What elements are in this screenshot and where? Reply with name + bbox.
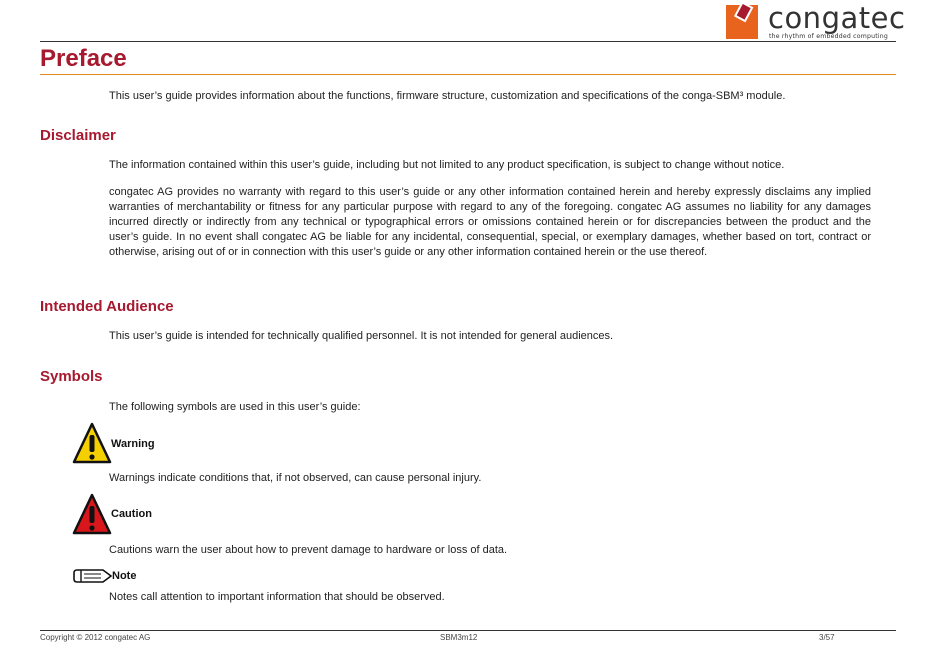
footer-doc-id: SBM3m12 [440,633,478,642]
warning-icon [72,422,112,464]
page-title: Preface [40,45,127,72]
logo-tagline: the rhythm of embedded computing [769,33,888,40]
audience-heading: Intended Audience [40,298,174,315]
caution-text: Cautions warn the user about how to prevent damage to hardware or loss of data. [109,544,508,556]
symbols-intro: The following symbols are used in this user’s guide: [109,401,361,413]
footer-copyright: Copyright © 2012 congatec AG [40,633,151,642]
congatec-logo [725,1,906,42]
logo-wordmark: congatec [768,1,906,35]
header-rule [40,41,896,42]
disclaimer-heading: Disclaimer [40,127,116,144]
symbols-heading: Symbols [40,368,103,385]
caution-label: Caution [111,508,152,520]
warning-text: Warnings indicate conditions that, if not observed, can cause personal injury. [109,472,482,484]
disclaimer-paragraph-2: congatec AG provides no warranty with regard to this user’s guide or any other information contained herein and hereby expressly disclaims any implied warranties of merchantability or fitness for any particular purpose with regard to any of the foregoing. congatec AG assumes no liability for any damages incurred directly or indirectly from any technical or typographical errors or omissions contained herein or for discrepancies between the product and the user’s guide. In no event shall congatec AG be liable for any incidental, consequential, special, or exemplary damages, whether based on tort, contract or otherwise, arising out of or in connection with this user’s guide or any other information contained herein or the use thereof. [109,186,871,258]
audience-paragraph: This user’s guide is intended for technically qualified personnel. It is not intended for general audiences. [109,330,614,342]
note-pencil-icon [73,567,113,585]
title-underline [40,74,896,75]
warning-label: Warning [111,438,155,450]
congatec-logo-icon [725,2,761,40]
footer-rule [40,630,896,631]
note-text: Notes call attention to important information that should be observed. [109,591,445,603]
intro-paragraph: This user’s guide provides information about the functions, firmware structure, customization and specifications of the conga-SBM³ module. [109,90,786,102]
disclaimer-paragraph-1: The information contained within this user’s guide, including but not limited to any product specification, is subject to change without notice. [109,159,785,171]
caution-icon [72,493,112,535]
footer-page-number: 3/57 [819,633,835,642]
note-label: Note [112,570,137,582]
